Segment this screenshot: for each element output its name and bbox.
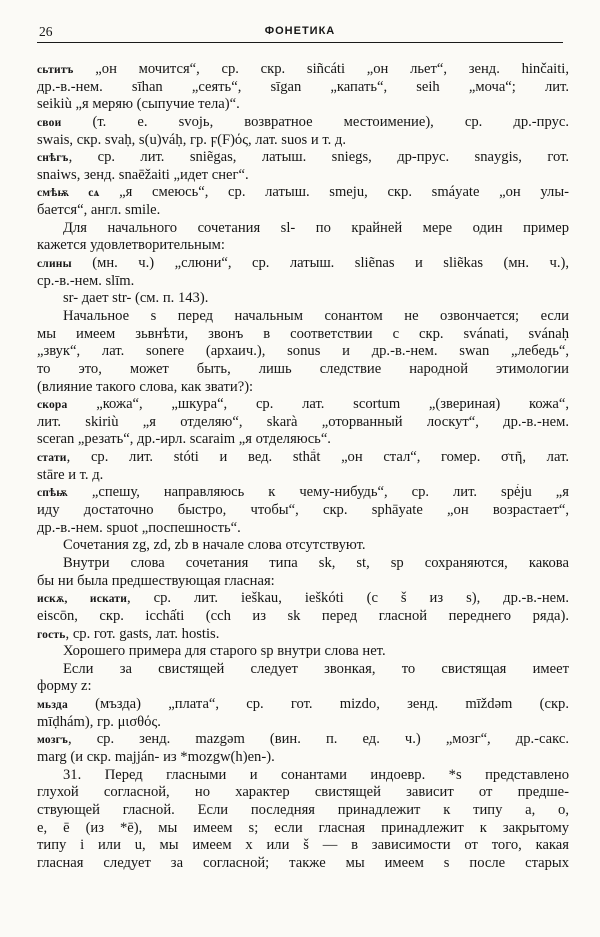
- text-line: [37, 802, 569, 820]
- line-text: „спешу, направляюсь к чему-нибудь“, ср. лит. spė́ju „я: [67, 484, 569, 501]
- line-text: бается“, англ. smile.: [37, 202, 161, 219]
- text-line: [37, 555, 569, 573]
- line-text: „он мочится“, ср. скр. siñcáti „он льет“, зенд. hinčaiti,: [73, 61, 569, 77]
- line-text: то это, может быть, лишь следствие народной этимологии: [37, 360, 569, 377]
- text-line: [37, 255, 569, 273]
- body-text: [37, 61, 569, 872]
- line-text: кажется удовлетворительным:: [37, 237, 225, 254]
- headword: скора: [37, 399, 68, 412]
- text-line: [37, 678, 569, 696]
- line-text: seikiù „я меряю (сыпучие тела)“.: [37, 96, 240, 113]
- text-line: [37, 237, 569, 255]
- line-text: , ср. лит. ieškau, ieškóti (с š из s), др.-в.-нем.: [127, 590, 569, 607]
- line-text: , ср. лит. sniẽgas, латыш. sniegs, др-прус. snaygis, гот.: [68, 149, 569, 166]
- headword: искѫ, искати: [37, 593, 128, 606]
- text-line: [37, 537, 569, 555]
- text-line: [37, 379, 569, 397]
- text-line: [37, 696, 569, 714]
- text-line: [37, 608, 569, 626]
- text-line: [37, 202, 569, 220]
- line-text: ср.-в.-нем. slīm.: [37, 272, 135, 289]
- running-title: ФОНЕТИКА: [264, 25, 336, 37]
- headword: сьтитъ: [37, 64, 74, 76]
- text-line: [37, 784, 569, 802]
- text-line: [37, 749, 569, 767]
- headword: мозгъ: [37, 734, 68, 747]
- text-line: [37, 573, 569, 591]
- text-line: [37, 484, 569, 502]
- line-text: e, ē (из *ē), мы имеем s; если гласная принадлежит к закрытому: [37, 819, 569, 836]
- line-text: „звук“, лат. sonere (архаич.), sonus и др.-в.-нем. swan „лебедь“,: [37, 343, 569, 360]
- text-line: [37, 661, 569, 679]
- line-text: др.-в.-нем. spuot „поспешность“.: [37, 519, 241, 536]
- line-text: , ср. лит. stóti и вед. sthā́t „он стал“, гомер. στῆ, лат.: [66, 449, 569, 466]
- line-text: Внутри слова сочетания типа sk, st, sp сохраняются, какова: [63, 554, 569, 571]
- line-text: snaiws, зенд. snaēžaiti „идет снег“.: [37, 166, 249, 183]
- text-line: [37, 767, 569, 785]
- line-text: др.-в.-нем. sīhan „сеять“, sīgan „капать“, seih „моча“; лит.: [37, 78, 569, 95]
- text-line: [37, 414, 569, 432]
- text-line: [37, 520, 569, 538]
- text-line: [37, 149, 569, 167]
- line-text: иду достаточно быстро, чтобы“, скр. sphāyate „он возрастает“,: [37, 502, 569, 519]
- text-line: [37, 132, 569, 150]
- line-text: бы ни была предшествующая гласная:: [37, 572, 275, 589]
- text-line: [37, 184, 569, 202]
- text-line: [37, 361, 569, 379]
- text-line: [37, 467, 569, 485]
- line-text: swais, скр. svaḥ, s(u)váḥ, гр. ϝ(F)ός, лат. suos и т. д.: [37, 131, 346, 148]
- line-text: „я смеюсь“, ср. латыш. smeju, скр. smáyate „он улы-: [99, 184, 569, 201]
- line-text: форму z:: [37, 678, 92, 695]
- text-line: [37, 79, 569, 97]
- text-line: [37, 643, 569, 661]
- line-text: eiscōn, скр. icchấti (cch из sk перед гласной переднего ряда).: [37, 607, 569, 624]
- line-text: типу i или u, мы имеем x или š — в зависимости от того, какая: [37, 837, 569, 854]
- line-text: 31. Перед гласными и сонантами индоевр. *s представлено: [63, 766, 569, 783]
- line-text: mīḍhám), гр. μισθός.: [37, 713, 161, 730]
- text-line: [37, 590, 569, 608]
- line-text: ствующей гласной. Если последняя принадлежит к типу a, o,: [37, 801, 569, 818]
- text-line: [37, 449, 569, 467]
- page-number: 26: [39, 24, 53, 39]
- line-text: Если за свистящей следует звонкая, то свистящая имеет: [63, 660, 569, 677]
- text-line: [37, 626, 569, 644]
- line-text: Сочетания zg, zd, zb в начале слова отсутствуют.: [63, 537, 366, 554]
- headword: смѣѭ сѧ: [37, 187, 100, 200]
- line-text: , ср. гот. gasts, лат. hostis.: [65, 625, 220, 642]
- line-text: (мъзда) „плата“, ср. гот. mizdo, зенд. mīždəm (скр.: [67, 696, 569, 713]
- line-text: глухой согласной, но характер свистящей зависит от предше-: [37, 784, 569, 801]
- headword: спѣѭ: [37, 487, 68, 500]
- text-line: [37, 61, 569, 79]
- headword: гость: [37, 628, 66, 641]
- text-line: [37, 837, 569, 855]
- line-text: marg (и скр. majján- из *mozgw(h)en-).: [37, 748, 275, 765]
- text-line: [37, 308, 569, 326]
- text-line: [37, 290, 569, 308]
- headword: снѣгъ: [37, 152, 69, 165]
- line-text: Хорошего примера для старого sp внутри слова нет.: [63, 643, 386, 660]
- text-line: [37, 431, 569, 449]
- line-text: (т. е. svojь, возвратное местоимение), ср. др.-прус.: [61, 113, 569, 130]
- line-text: „кожа“, „шкура“, ср. лат. scortum „(звериная) кожа“,: [67, 396, 569, 413]
- text-line: [37, 820, 569, 838]
- line-text: sceran „резать“, др.-ирл. scaraim „я отделяюсь“.: [37, 431, 331, 448]
- page-header: [37, 22, 563, 43]
- line-text: (мн. ч.) „слюни“, ср. латыш. sliẽnas и sliẽkas (мн. ч.),: [71, 255, 569, 272]
- headword: мьзда: [37, 699, 68, 712]
- text-line: [37, 343, 569, 361]
- text-line: [37, 714, 569, 732]
- line-text: (влияние такого слова, как звати?):: [37, 378, 254, 395]
- headword: стати: [37, 452, 67, 465]
- text-line: [37, 114, 569, 132]
- text-line: [37, 855, 569, 873]
- text-line: [37, 220, 569, 238]
- text-line: [37, 326, 569, 344]
- text-line: [37, 273, 569, 291]
- headword: слины: [37, 258, 72, 271]
- text-line: [37, 96, 569, 114]
- line-text: , ср. зенд. mazgəm (вин. п. ед. ч.) „мозг“, др.-сакс.: [67, 731, 569, 748]
- text-line: [37, 396, 569, 414]
- text-line: [37, 502, 569, 520]
- line-text: гласная следует за согласной; также мы имеем s после старых: [37, 854, 569, 871]
- line-text: Для начального сочетания sl- по крайней мере один пример: [63, 219, 569, 236]
- line-text: Начальное s перед начальным сонантом не озвончается; если: [63, 307, 569, 324]
- headword: свои: [37, 116, 62, 129]
- line-text: мы имеем зьвнѣти, звонъ в соответствии с скр. svánati, svánaḥ: [37, 325, 569, 342]
- line-text: stāre и т. д.: [37, 466, 104, 483]
- line-text: sr- дает str- (см. п. 143).: [63, 290, 209, 307]
- line-text: лит. skiriù „я отделяю“, skarà „оторванный лоскут“, др.-в.-нем.: [37, 413, 569, 430]
- text-line: [37, 731, 569, 749]
- text-line: [37, 167, 569, 185]
